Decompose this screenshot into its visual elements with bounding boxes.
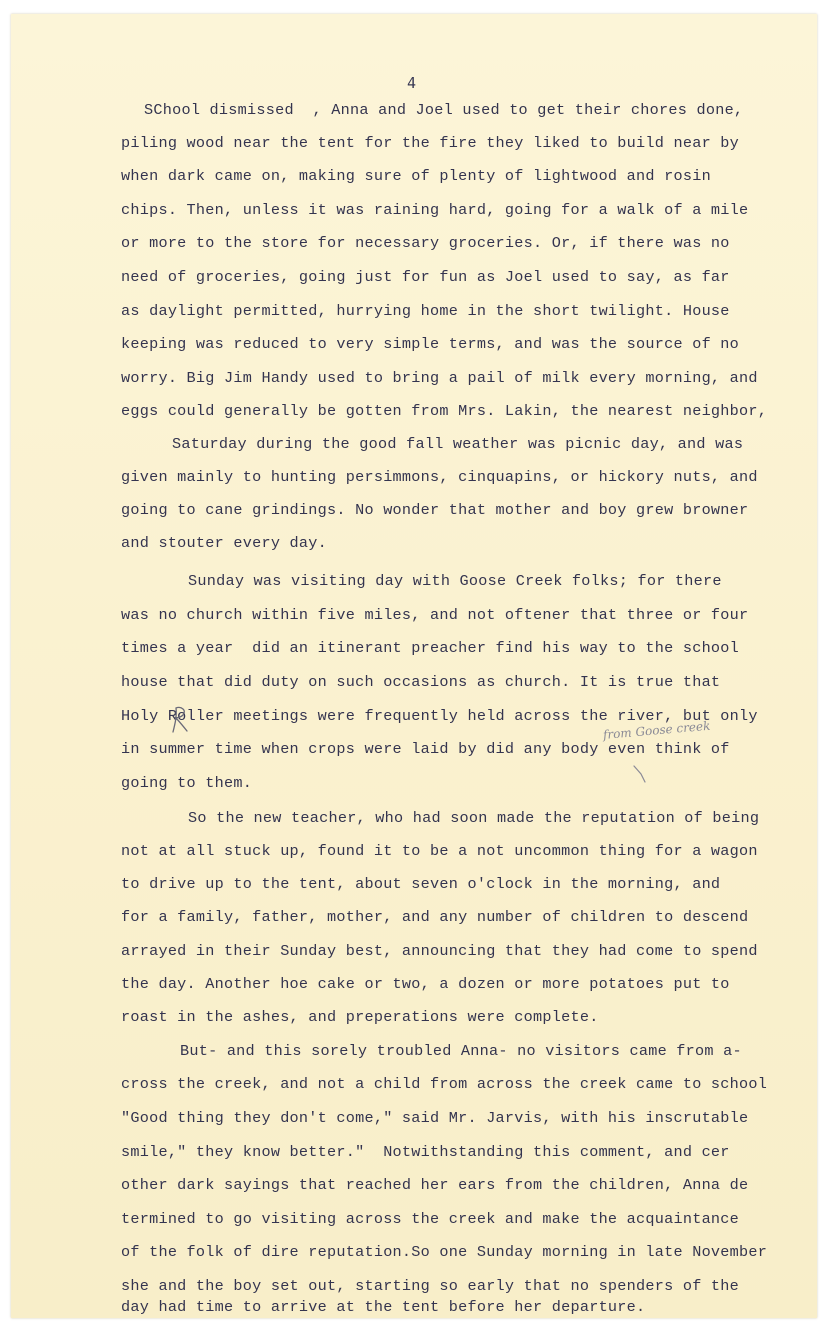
text-line: worry. Big Jim Handy used to bring a pail of milk every morning, and <box>121 369 758 387</box>
typewritten-page <box>11 14 817 1318</box>
text-line: given mainly to hunting persimmons, cinquapins, or hickory nuts, and <box>121 468 758 486</box>
text-line: and stouter every day. <box>121 534 328 552</box>
text-line: need of groceries, going just for fun as Joel used to say, as far <box>121 268 730 286</box>
text-line: not at all stuck up, found it to be a not uncommon thing for a wagon <box>121 842 758 860</box>
text-line: for a family, father, mother, and any number of children to descend <box>121 908 749 926</box>
page-number: 4 <box>407 74 417 92</box>
text-line: cross the creek, and not a child from across the creek came to school <box>121 1075 768 1093</box>
text-line: times a year did an itinerant preacher find his way to the school <box>121 639 740 657</box>
text-line: or more to the store for necessary groceries. Or, if there was no <box>121 234 730 252</box>
text-line: she and the boy set out, starting so early that no spenders of the <box>121 1277 740 1295</box>
text-line: SChool dismissed , Anna and Joel used to get their chores done, <box>144 101 744 119</box>
text-line: of the folk of dire reputation.So one Sunday morning in late November <box>121 1243 768 1261</box>
text-line: as daylight permitted, hurrying home in the short twilight. House <box>121 302 730 320</box>
text-line: was no church within five miles, and not oftener that three or four <box>121 606 749 624</box>
text-line: So the new teacher, who had soon made the reputation of being <box>188 809 760 827</box>
text-line: in summer time when crops were laid by did any body even think of <box>121 740 730 758</box>
text-line: "Good thing they don't come," said Mr. Jarvis, with his inscrutable <box>121 1109 749 1127</box>
text-line: smile," they know better." Notwithstanding this comment, and cer <box>121 1143 730 1161</box>
insertion-caret-mark <box>633 764 647 784</box>
text-line: eggs could generally be gotten from Mrs. Lakin, the nearest neighbor, <box>121 402 768 420</box>
text-line: Holy Roller meetings were frequently held across the river, but only <box>121 707 758 725</box>
text-line: house that did duty on such occasions as church. It is true that <box>121 673 721 691</box>
text-line: piling wood near the tent for the fire they liked to build near by <box>121 134 740 152</box>
text-line: day had time to arrive at the tent before her departure. <box>121 1298 646 1316</box>
text-line: when dark came on, making sure of plenty of lightwood and rosin <box>121 167 711 185</box>
handwritten-insertion: from Goose creek <box>602 718 711 742</box>
text-line: Saturday during the good fall weather was picnic day, and was <box>172 435 744 453</box>
text-line: roast in the ashes, and preperations were complete. <box>121 1008 599 1026</box>
text-line: But- and this sorely troubled Anna- no visitors came from a- <box>180 1042 742 1060</box>
text-line: the day. Another hoe cake or two, a dozen or more potatoes put to <box>121 975 730 993</box>
text-line: other dark sayings that reached her ears from the children, Anna de <box>121 1176 749 1194</box>
text-line: termined to go visiting across the creek and make the acquaintance <box>121 1210 740 1228</box>
text-line: keeping was reduced to very simple terms, and was the source of no <box>121 335 740 353</box>
text-line: Sunday was visiting day with Goose Creek folks; for there <box>188 572 722 590</box>
text-line: going to them. <box>121 774 253 792</box>
text-line: going to cane grindings. No wonder that mother and boy grew browner <box>121 501 749 519</box>
text-line: to drive up to the tent, about seven o'clock in the morning, and <box>121 875 721 893</box>
handwritten-r-correction-mark <box>167 704 191 736</box>
text-line: arrayed in their Sunday best, announcing that they had come to spend <box>121 942 758 960</box>
text-line: chips. Then, unless it was raining hard, going for a walk of a mile <box>121 201 749 219</box>
